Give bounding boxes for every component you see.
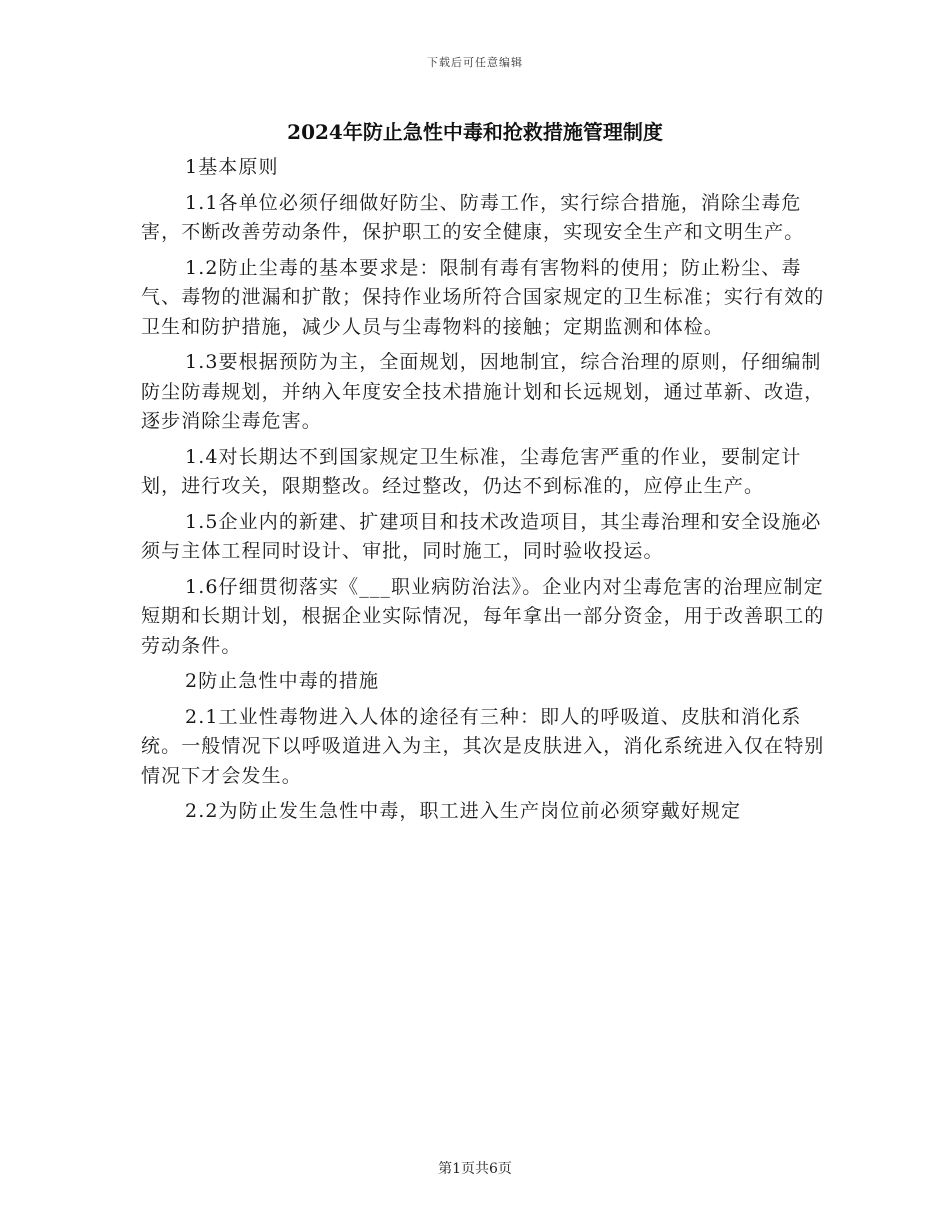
section-heading-2: 2防止急性中毒的措施 [185,670,380,692]
paragraph-1-3: 1.3要根据预防为主，全面规划，因地制宜，综合治理的原则，仔细编制防尘防毒规划，并纳入年度安全技术措施计划和长远规划，通过革新、改造，逐步消除尘毒危害。 [141,351,825,432]
paragraph-1-4: 1.4对长期达不到国家规定卫生标准，尘毒危害严重的作业，要制定计划，进行攻关，限期整改。经过整改，仍达不到标准的，应停止生产。 [141,445,802,497]
page-number: 第1页共6页 [438,1161,512,1177]
document-body [141,153,831,833]
paragraph-2-1: 2.1工业性毒物进入人体的途径有三种：即人的呼吸道、皮肤和消化系统。一般情况下以呼吸道进入为主，其次是皮肤进入，消化系统进入仅在特别情况下才会发生。 [141,705,825,787]
paragraph-1-5: 1.5企业内的新建、扩建项目和技术改造项目，其尘毒治理和安全设施必须与主体工程同时设计、审批，同时施工，同时验收投运。 [141,510,822,562]
document-title: 2024年防止急性中毒和抢救措施管理制度 [287,120,663,144]
section-heading-1: 1基本原则 [185,156,279,178]
paragraph-2-2: 2.2为防止发生急性中毒，职工进入生产岗位前必须穿戴好规定 [185,800,742,822]
download-note: 下载后可任意编辑 [427,56,523,69]
paragraph-1-1: 1.1各单位必须仔细做好防尘、防毒工作，实行综合措施，消除尘毒危害，不断改善劳动条件，保护职工的安全健康，实现安全生产和文明生产。 [141,191,805,243]
paragraph-1-2: 1.2防止尘毒的基本要求是：限制有毒有害物料的使用；防止粉尘、毒气、毒物的泄漏和扩散；保持作业场所符合国家规定的卫生标准；实行有效的卫生和防护措施，减少人员与尘毒物料的接触；定期监测和体检。 [141,256,825,338]
paragraph-1-6: 1.6仔细贯彻落实《___职业病防治法》。企业内对尘毒危害的治理应制定短期和长期计划，根据企业实际情况，每年拿出一部分资金，用于改善职工的劳动条件。 [141,575,825,657]
